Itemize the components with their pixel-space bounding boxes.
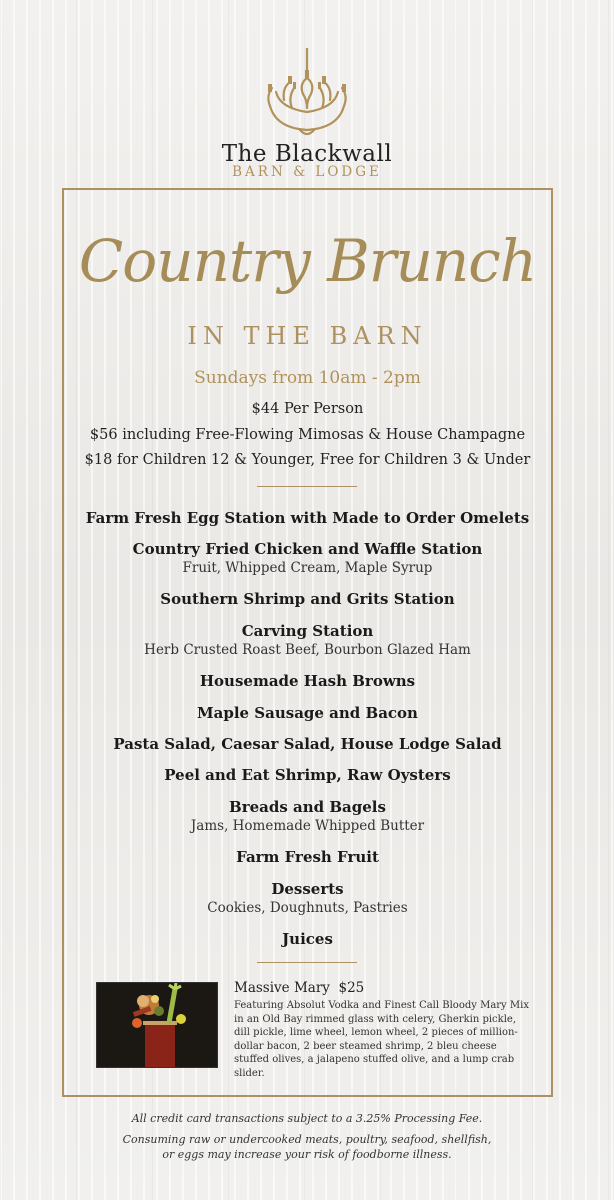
divider bbox=[257, 962, 357, 963]
divider bbox=[257, 486, 357, 487]
menu-item-detail: Fruit, Whipped Cream, Maple Syrup bbox=[182, 560, 433, 576]
massive-mary-photo bbox=[96, 982, 218, 1068]
menu-item-title: Maple Sausage and Bacon bbox=[197, 704, 418, 722]
menu-item-title: Carving Station bbox=[241, 622, 374, 640]
feature-description: Featuring Absolut Vodka and Finest Call Bloody Mary Mix in an Old Bay rimmed glass with celery, Gherkin pickle, dill pickle, lime wheel, lemon wheel, 2 pieces of million-dollar bacon, 2 beer steamed shrimp, 2 bleu cheese stuffed olives, a jalapeno stuffed olive, and a lump crab slider. bbox=[234, 1000, 529, 1079]
menu-item-title: Farm Fresh Fruit bbox=[236, 848, 379, 866]
footnote: Consuming raw or undercooked meats, poultry, seafood, shellfish, bbox=[122, 1133, 492, 1146]
menu-item-title: Pasta Salad, Caesar Salad, House Lodge Salad bbox=[113, 735, 502, 753]
menu-item-title: Peel and Eat Shrimp, Raw Oysters bbox=[164, 766, 451, 784]
footnote: All credit card transactions subject to a 3.25% Processing Fee. bbox=[131, 1112, 483, 1125]
menu-item-title: Country Fried Chicken and Waffle Station bbox=[132, 540, 483, 558]
menu-item-title: Southern Shrimp and Grits Station bbox=[160, 590, 455, 608]
menu-subtitle: IN THE BARN bbox=[187, 322, 428, 350]
hours: Sundays from 10am - 2pm bbox=[194, 368, 421, 388]
menu-item-title: Farm Fresh Egg Station with Made to Order Omelets bbox=[85, 509, 530, 527]
price-line: $56 including Free-Flowing Mimosas & House Champagne bbox=[89, 427, 526, 443]
price-line: $44 Per Person bbox=[251, 401, 364, 417]
menu-item-detail: Jams, Homemade Whipped Butter bbox=[190, 818, 425, 834]
menu-item-detail: Herb Crusted Roast Beef, Bourbon Glazed Ham bbox=[144, 642, 471, 658]
brand-subtitle: BARN & LODGE bbox=[232, 164, 382, 180]
menu-item-detail: Cookies, Doughnuts, Pastries bbox=[207, 900, 408, 916]
chandelier-icon bbox=[262, 48, 352, 140]
menu-title: Country Brunch bbox=[78, 227, 537, 295]
footnote: or eggs may increase your risk of foodborne illness. bbox=[162, 1148, 452, 1161]
price-line: $18 for Children 12 & Younger, Free for Children 3 & Under bbox=[84, 452, 531, 468]
feature-price: $25 bbox=[338, 980, 365, 996]
menu-item-title: Breads and Bagels bbox=[229, 798, 386, 816]
feature-title bbox=[234, 980, 364, 996]
feature-name: Massive Mary bbox=[234, 980, 330, 996]
menu-item-title: Desserts bbox=[271, 880, 344, 898]
menu-item-title: Juices bbox=[282, 930, 333, 948]
menu-item-title: Housemade Hash Browns bbox=[199, 672, 416, 690]
brand-name: The Blackwall bbox=[221, 141, 393, 167]
